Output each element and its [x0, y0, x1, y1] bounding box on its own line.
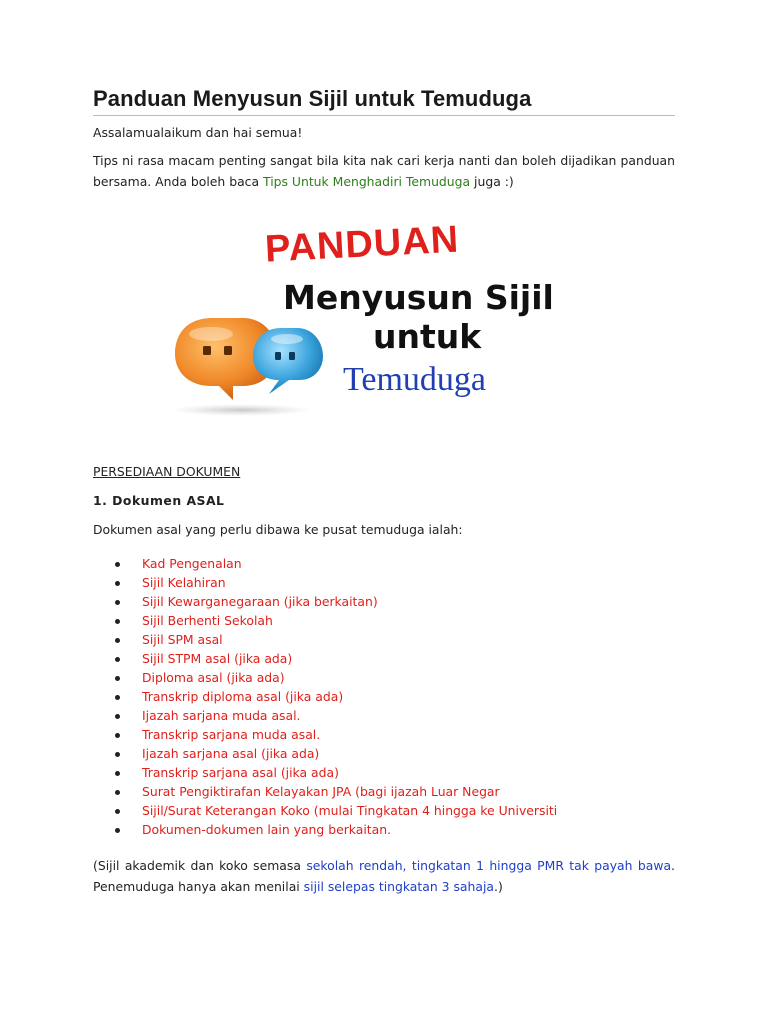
list-item: Kad Pengenalan: [93, 554, 675, 573]
bubble-shadow: [171, 404, 311, 416]
list-item: Ijazah sarjana asal (jika ada): [93, 744, 675, 763]
lead-text: Dokumen asal yang perlu dibawa ke pusat temuduga ialah:: [93, 522, 463, 537]
note-text: (Sijil akademik dan koko semasa: [93, 858, 307, 873]
banner-graphic: [93, 206, 675, 446]
banner-line-2: Menyusun Sijil: [283, 278, 554, 317]
bullet-icon: [115, 600, 120, 605]
bullet-icon: [115, 562, 120, 567]
bullet-icon: [115, 828, 120, 833]
banner-line-1: PANDUAN: [263, 218, 461, 271]
banner-line-4: Temuduga: [343, 361, 487, 398]
bullet-icon: [115, 809, 120, 814]
note-highlight-1: sekolah rendah, tingkatan 1 hingga PMR tak payah bawa: [306, 858, 672, 873]
bullet-icon: [115, 619, 120, 624]
tips-link[interactable]: Tips Untuk Menghadiri Temuduga: [263, 174, 471, 189]
list-item: Transkrip diploma asal (jika ada): [93, 687, 675, 706]
list-item: Transkrip sarjana asal (jika ada): [93, 763, 675, 782]
document-list: [93, 554, 675, 839]
subsection-title: 1. Dokumen ASAL: [93, 493, 225, 508]
bullet-icon: [115, 733, 120, 738]
banner-image: [93, 206, 675, 446]
list-item: Sijil STPM asal (jika ada): [93, 649, 675, 668]
list-item: Transkrip sarjana muda asal.: [93, 725, 675, 744]
note-paragraph: [93, 855, 675, 897]
note-highlight-2: sijil selepas tingkatan 3 sahaja: [303, 879, 494, 894]
note-text-mid: . Penemuduga hanya akan menilai: [93, 858, 675, 894]
bullet-icon: [115, 714, 120, 719]
page-title: Panduan Menyusun Sijil untuk Temuduga: [93, 86, 675, 116]
list-item: Sijil Kelahiran: [93, 573, 675, 592]
list-item: Sijil Kewarganegaraan (jika berkaitan): [93, 592, 675, 611]
banner-line-3: untuk: [373, 317, 482, 356]
bullet-icon: [115, 771, 120, 776]
bullet-icon: [115, 790, 120, 795]
list-item: Sijil Berhenti Sekolah: [93, 611, 675, 630]
intro-text-end: juga :): [470, 174, 514, 189]
bullet-icon: [115, 695, 120, 700]
greeting-text: Assalamualaikum dan hai semua!: [93, 125, 303, 140]
intro-text: Tips ni rasa macam penting sangat bila kita nak cari kerja nanti dan boleh dijadikan panduan bersama. Anda boleh baca: [93, 153, 675, 189]
bullet-icon: [115, 638, 120, 643]
bullet-icon: [115, 676, 120, 681]
document-page: [93, 86, 675, 897]
intro-paragraph: [93, 150, 675, 192]
bullet-icon: [115, 581, 120, 586]
list-item: Sijil/Surat Keterangan Koko (mulai Tingkatan 4 hingga ke Universiti: [93, 801, 675, 820]
bullet-icon: [115, 657, 120, 662]
section-title: PERSEDIAAN DOKUMEN: [93, 464, 241, 479]
list-item: Diploma asal (jika ada): [93, 668, 675, 687]
list-item: Dokumen-dokumen lain yang berkaitan.: [93, 820, 675, 839]
list-item: Surat Pengiktirafan Kelayakan JPA (bagi ijazah Luar Negar: [93, 782, 675, 801]
list-item: Ijazah sarjana muda asal.: [93, 706, 675, 725]
note-text-close: .): [494, 879, 503, 894]
blue-speech-bubble-icon: [253, 328, 323, 394]
list-item: Sijil SPM asal: [93, 630, 675, 649]
bullet-icon: [115, 752, 120, 757]
